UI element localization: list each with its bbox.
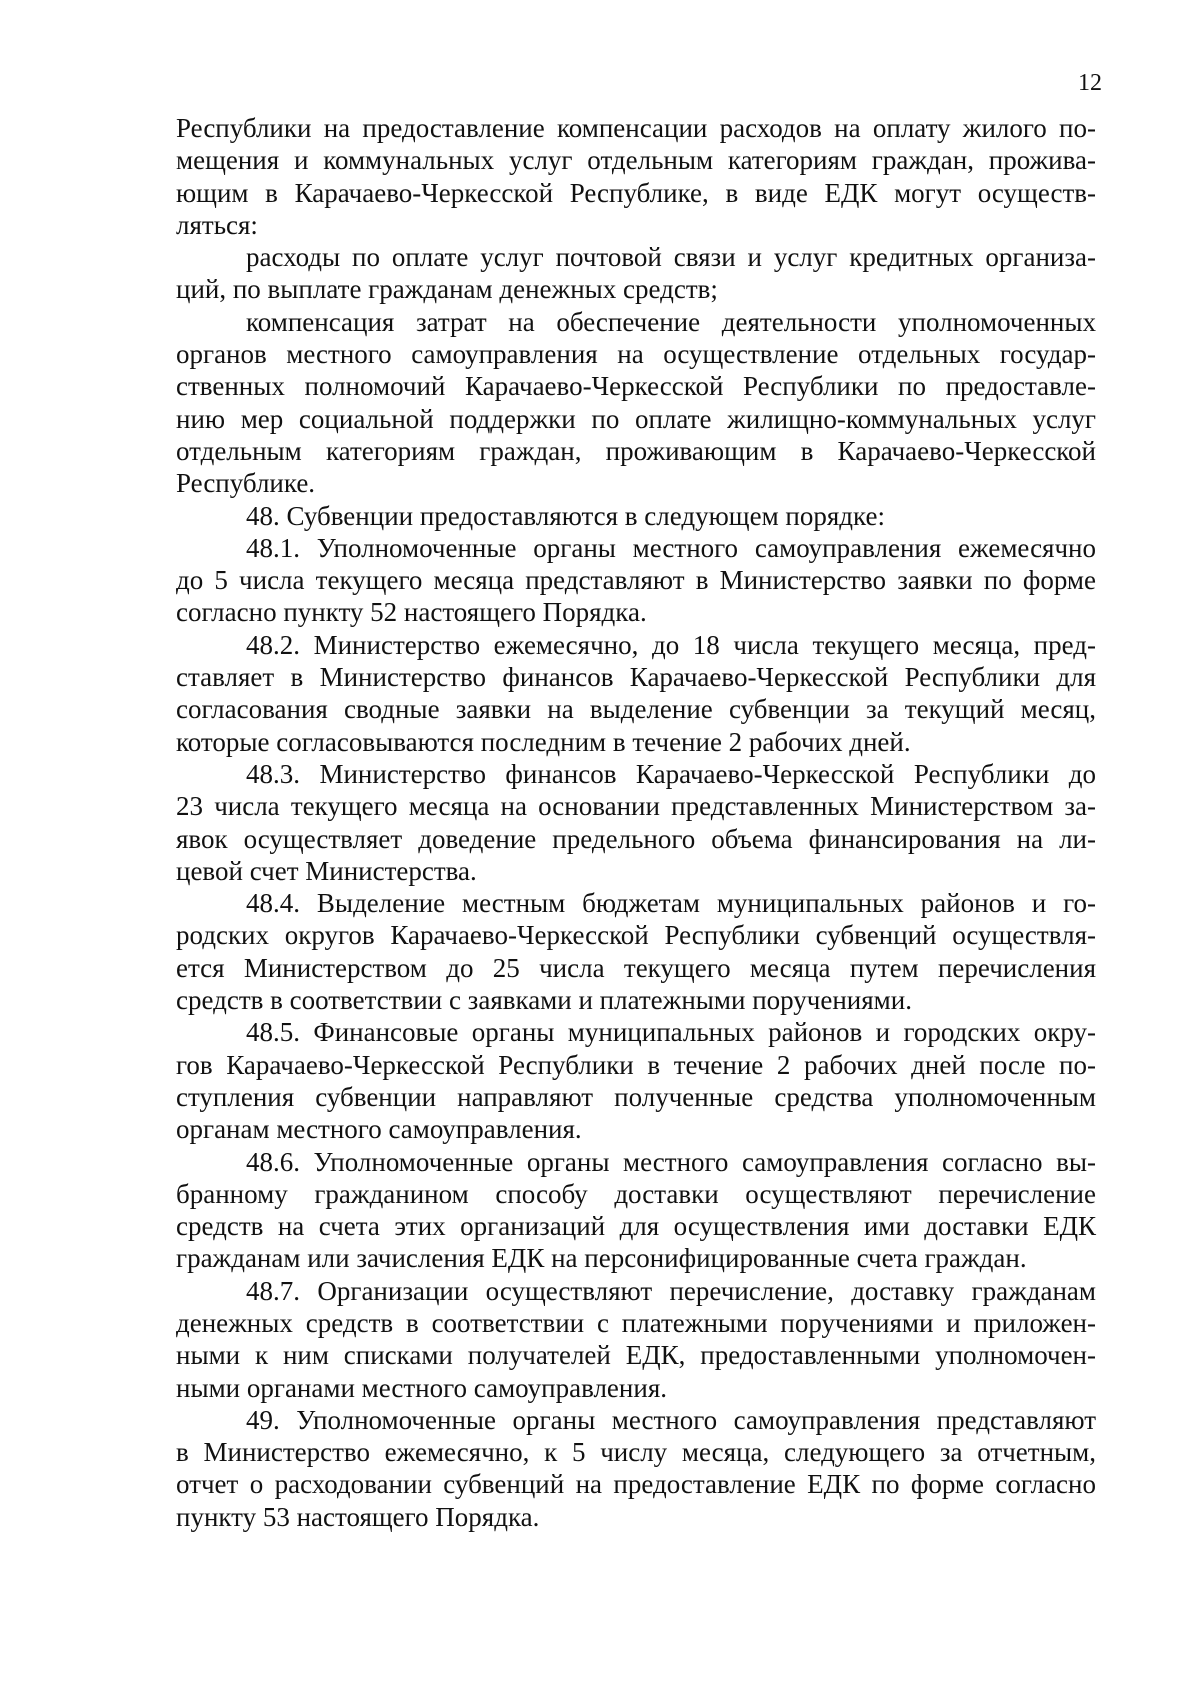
text-line: органов местного самоуправления на осуществление отдельных государ- [176, 339, 1096, 370]
text-line: органам местного самоуправления. [176, 1114, 582, 1145]
document-body [176, 112, 1096, 1533]
text-line: ций, по выплате гражданам денежных средств; [176, 274, 718, 305]
text-line: отчет о расходовании субвенций на предоставление ЕДК по форме согласно [176, 1469, 1096, 1500]
text-line: 23 числа текущего месяца на основании представленных Министерством за- [176, 791, 1096, 822]
text-line: Республике. [176, 468, 316, 499]
paragraph-48-5 [176, 1016, 1096, 1145]
paragraph-48-6 [176, 1146, 1096, 1275]
text-line: отдельным категориям граждан, проживающим в Карачаево-Черкесской [176, 435, 1096, 466]
text-line: ющим в Карачаево-Черкесской Республике, в виде ЕДК могут осуществ- [176, 177, 1096, 208]
text-line: ляться: [176, 209, 258, 240]
text-line: 48.2. Министерство ежемесячно, до 18 числа текущего месяца, пред- [246, 629, 1096, 660]
text-line: 48.5. Финансовые органы муниципальных районов и городских окру- [246, 1017, 1096, 1048]
text-line: явок осуществляет доведение предельного объема финансирования на ли- [176, 823, 1096, 854]
text-line: бранному гражданином способу доставки осуществляют перечисление [176, 1178, 1096, 1209]
page-number: 12 [1078, 70, 1102, 96]
text-line: нию мер социальной поддержки по оплате жилищно-коммунальных услуг [176, 403, 1096, 434]
text-line: 49. Уполномоченные органы местного самоуправления представляют [246, 1404, 1096, 1435]
text-line: 48.4. Выделение местным бюджетам муниципальных районов и го- [246, 888, 1096, 919]
text-line: ными к ним списками получателей ЕДК, предоставленными уполномочен- [176, 1340, 1096, 1371]
text-line: средств в соответствии с заявками и платежными поручениями. [176, 985, 912, 1016]
text-line: ственных полномочий Карачаево-Черкесской Республики по предоставле- [176, 371, 1096, 402]
text-line: мещения и коммунальных услуг отдельным категориям граждан, прожива- [176, 145, 1096, 176]
text-line: 48.3. Министерство финансов Карачаево-Черкесской Республики до [246, 758, 1096, 789]
text-line: 48.1. Уполномоченные органы местного самоуправления ежемесячно [246, 532, 1096, 563]
text-line: 48.7. Организации осуществляют перечисление, доставку гражданам [246, 1275, 1096, 1306]
text-line: в Министерство ежемесячно, к 5 числу месяца, следующего за отчетным, [176, 1437, 1096, 1468]
text-line: согласования сводные заявки на выделение субвенции за текущий месяц, [176, 694, 1096, 725]
paragraph-48-3 [176, 758, 1096, 887]
text-line: гражданам или зачисления ЕДК на персонифицированные счета граждан. [176, 1243, 1027, 1274]
text-line: Республики на предоставление компенсации расходов на оплату жилого по- [176, 113, 1096, 143]
text-line: расходы по оплате услуг почтовой связи и услуг кредитных организа- [246, 242, 1096, 273]
text-line: гов Карачаево-Черкесской Республики в течение 2 рабочих дней после по- [176, 1049, 1096, 1080]
text-line: ступления субвенции направляют полученные средства уполномоченным [176, 1081, 1096, 1112]
text-line: 48.6. Уполномоченные органы местного самоуправления согласно вы- [246, 1146, 1096, 1177]
text-line: цевой счет Министерства. [176, 855, 477, 886]
paragraph-intro [176, 112, 1096, 241]
paragraph-49 [176, 1404, 1096, 1533]
text-line: до 5 числа текущего месяца представляют в Министерство заявки по форме [176, 565, 1096, 596]
paragraph-postal [176, 241, 1096, 306]
paragraph-compensation [176, 306, 1096, 500]
paragraph-48-2 [176, 629, 1096, 758]
text-line: пункту 53 настоящего Порядка. [176, 1501, 540, 1532]
paragraph-48-1 [176, 532, 1096, 629]
text-line: компенсация затрат на обеспечение деятельности уполномоченных [246, 306, 1096, 337]
paragraph-48 [176, 500, 1096, 532]
text-line: которые согласовываются последним в течение 2 рабочих дней. [176, 726, 911, 757]
text-line: родских округов Карачаево-Черкесской Республики субвенций осуществля- [176, 920, 1096, 951]
text-line: средств на счета этих организаций для осуществления ими доставки ЕДК [176, 1211, 1096, 1242]
text-line: ными органами местного самоуправления. [176, 1372, 667, 1403]
text-line: ется Министерством до 25 числа текущего месяца путем перечисления [176, 952, 1096, 983]
paragraph-48-4 [176, 887, 1096, 1016]
text-line: ставляет в Министерство финансов Карачаево-Черкесской Республики для [176, 662, 1096, 693]
text-line: денежных средств в соответствии с платежными поручениями и приложен- [176, 1307, 1096, 1338]
paragraph-48-7 [176, 1275, 1096, 1404]
text-line: 48. Субвенции предоставляются в следующем порядке: [246, 500, 885, 531]
text-line: согласно пункту 52 настоящего Порядка. [176, 597, 647, 628]
